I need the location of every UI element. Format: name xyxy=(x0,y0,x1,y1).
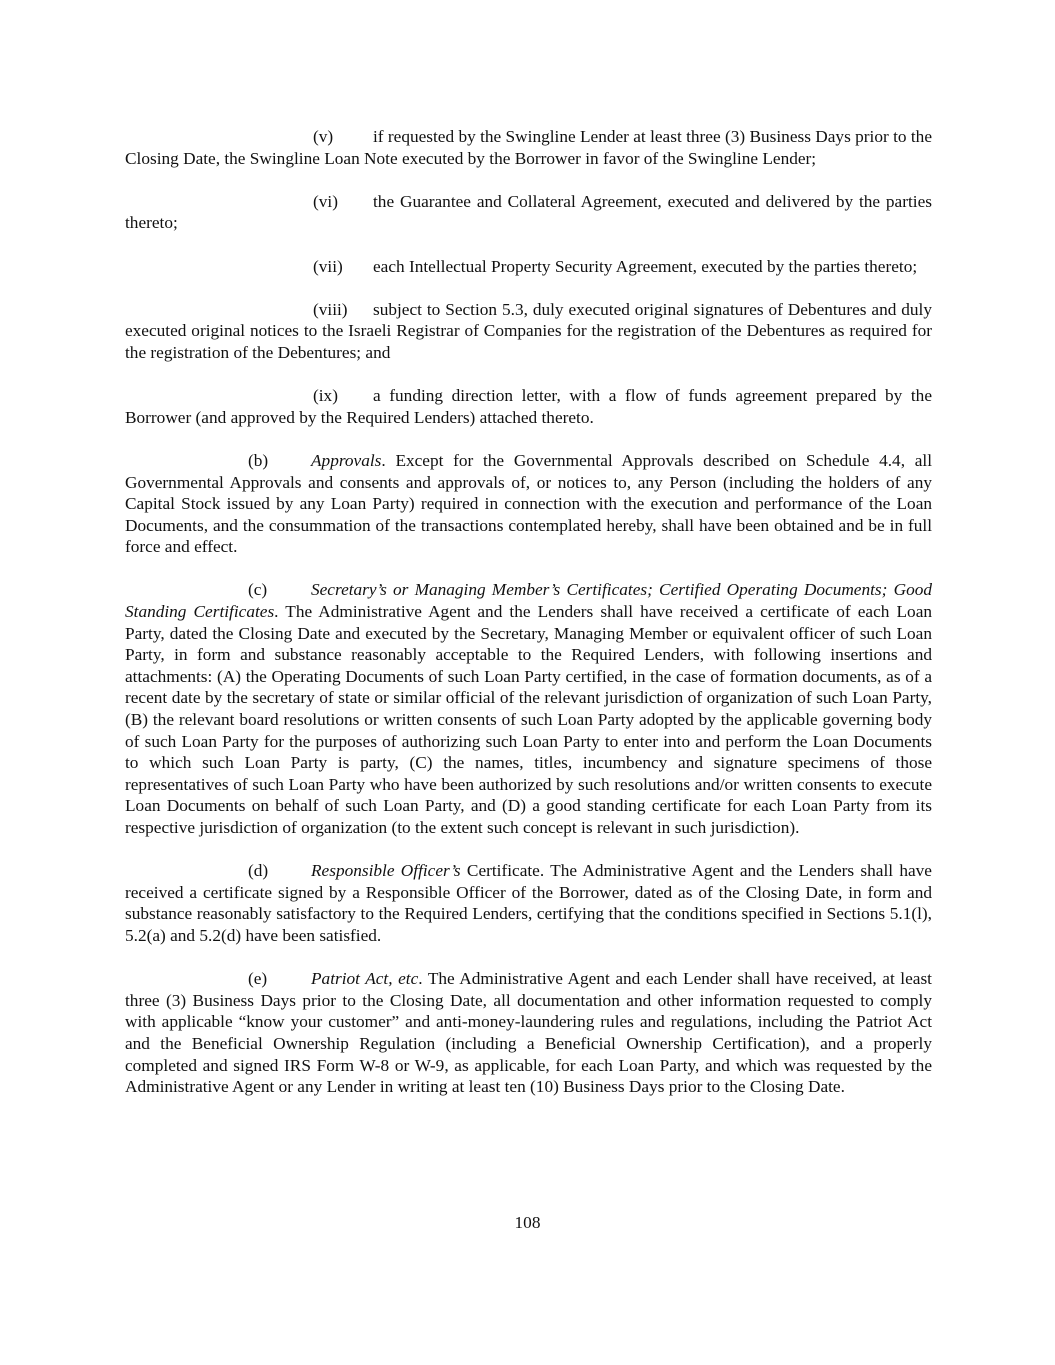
section-marker: (e) xyxy=(248,969,268,989)
section-heading: Secretary’s or Managing Member’s Certificates; Certified Operating Documents; Good Standing Certificates xyxy=(125,580,932,622)
document-page xyxy=(125,126,932,1119)
clause-v xyxy=(125,126,932,169)
clause-marker: (vi) xyxy=(313,191,338,211)
section-b-approvals xyxy=(125,450,932,558)
section-heading: Approvals xyxy=(311,450,382,470)
clause-vii xyxy=(125,256,932,278)
clause-text: subject to Section 5.3, duly executed original signatures of Debentures and duly executed original notices to the Israeli Registrar of Companies for the registration of the Debentures as required for the registration of the Debentures; and xyxy=(125,299,932,362)
clause-ix xyxy=(125,385,932,428)
clause-text: each Intellectual Property Security Agreement, executed by the parties thereto; xyxy=(373,256,918,276)
clause-text: a funding direction letter, with a flow of funds agreement prepared by the Borrower (and approved by the Required Lenders) attached thereto. xyxy=(125,386,932,427)
section-text: The Administrative Agent and the Lenders shall have received a certificate of each Loan Party, dated the Closing Date and executed by the Secretary, Managing Member or equivalent officer of such Loan Party, in form and substance reasonably acceptable to the Required Lenders, with following insertions and attachments: (A) the Operating Documents of such Loan Party certified, in the case of formation documents, as of a recent date by the secretary of state or similar official of the relevant jurisdiction of organization of such Loan Party, (B) the relevant board resolutions or written consents of such Loan Party adopted by the applicable governing body of such Loan Party for the purposes of authorizing such Loan Party to enter into and perform the Loan Documents to which such Loan Party is party, (C) the names, titles, incumbency and signature specimens of those representatives of such Loan Party who have been authorized by such resolutions and/or written consents to execute Loan Documents on behalf of such Loan Party, and (D) a good standing certificate for each Loan Party from its respective jurisdiction of organization (to the extent such concept is relevant in such jurisdiction). xyxy=(125,602,932,837)
clause-text: the Guarantee and Collateral Agreement, executed and delivered by the parties thereto; xyxy=(125,191,932,233)
clause-vi xyxy=(125,191,932,234)
clause-marker: (viii) xyxy=(313,299,348,319)
section-heading-suffix: Certificate. xyxy=(460,861,545,881)
section-heading-suffix: . xyxy=(381,450,386,470)
clause-marker: (vii) xyxy=(313,256,343,276)
page-number: 108 xyxy=(514,1213,541,1232)
section-heading: Patriot Act, etc xyxy=(311,969,419,989)
section-marker: (b) xyxy=(248,450,269,470)
clause-text: if requested by the Swingline Lender at least three (3) Business Days prior to the Closing Date, the Swingline Loan Note executed by the Borrower in favor of the Swingline Lender; xyxy=(125,127,932,168)
section-text: The Administrative Agent and each Lender shall have received, at least three (3) Business Days prior to the Closing Date, all documentation and other information requested to comply with applicable “know your customer” and anti-money-laundering rules and regulations, including the Patriot Act and the Beneficial Ownership Regulation (including a Beneficial Ownership Certification), and a properly completed and signed IRS Form W-8 or W-9, as applicable, for each Loan Party, and which was requested by the Administrative Agent or any Lender in writing at least ten (10) Business Days prior to the Closing Date. xyxy=(125,969,932,1097)
section-heading: Responsible Officer’s xyxy=(311,861,461,881)
section-text: Except for the Governmental Approvals described on Schedule 4.4, all Governmental Approvals and consents and approvals of, or notices to, any Person (including the holders of any Capital Stock issued by any Loan Party) required in connection with the execution and performance of the Loan Documents, and the consummation of the transactions contemplated hereby, shall have been obtained and be in full force and effect. xyxy=(125,450,932,557)
section-text: The Administrative Agent and the Lenders shall have received a certificate signed by a Responsible Officer of the Borrower, dated as of the Closing Date, in form and substance reasonably satisfactory to the Required Lenders, certifying that the conditions specified in Sections 5.1(l), 5.2(a) and 5.2(d) have been satisfied. xyxy=(125,861,932,945)
section-e-patriot-act xyxy=(125,968,932,1098)
section-heading-suffix: . xyxy=(418,969,423,989)
section-marker: (d) xyxy=(248,861,269,881)
section-marker: (c) xyxy=(248,580,268,600)
clause-marker: (ix) xyxy=(313,386,338,406)
section-heading-suffix: . xyxy=(274,602,279,622)
section-c-certificates xyxy=(125,579,932,838)
clause-viii xyxy=(125,299,932,364)
clause-marker: (v) xyxy=(313,127,334,146)
section-d-officer-certificate xyxy=(125,860,932,946)
